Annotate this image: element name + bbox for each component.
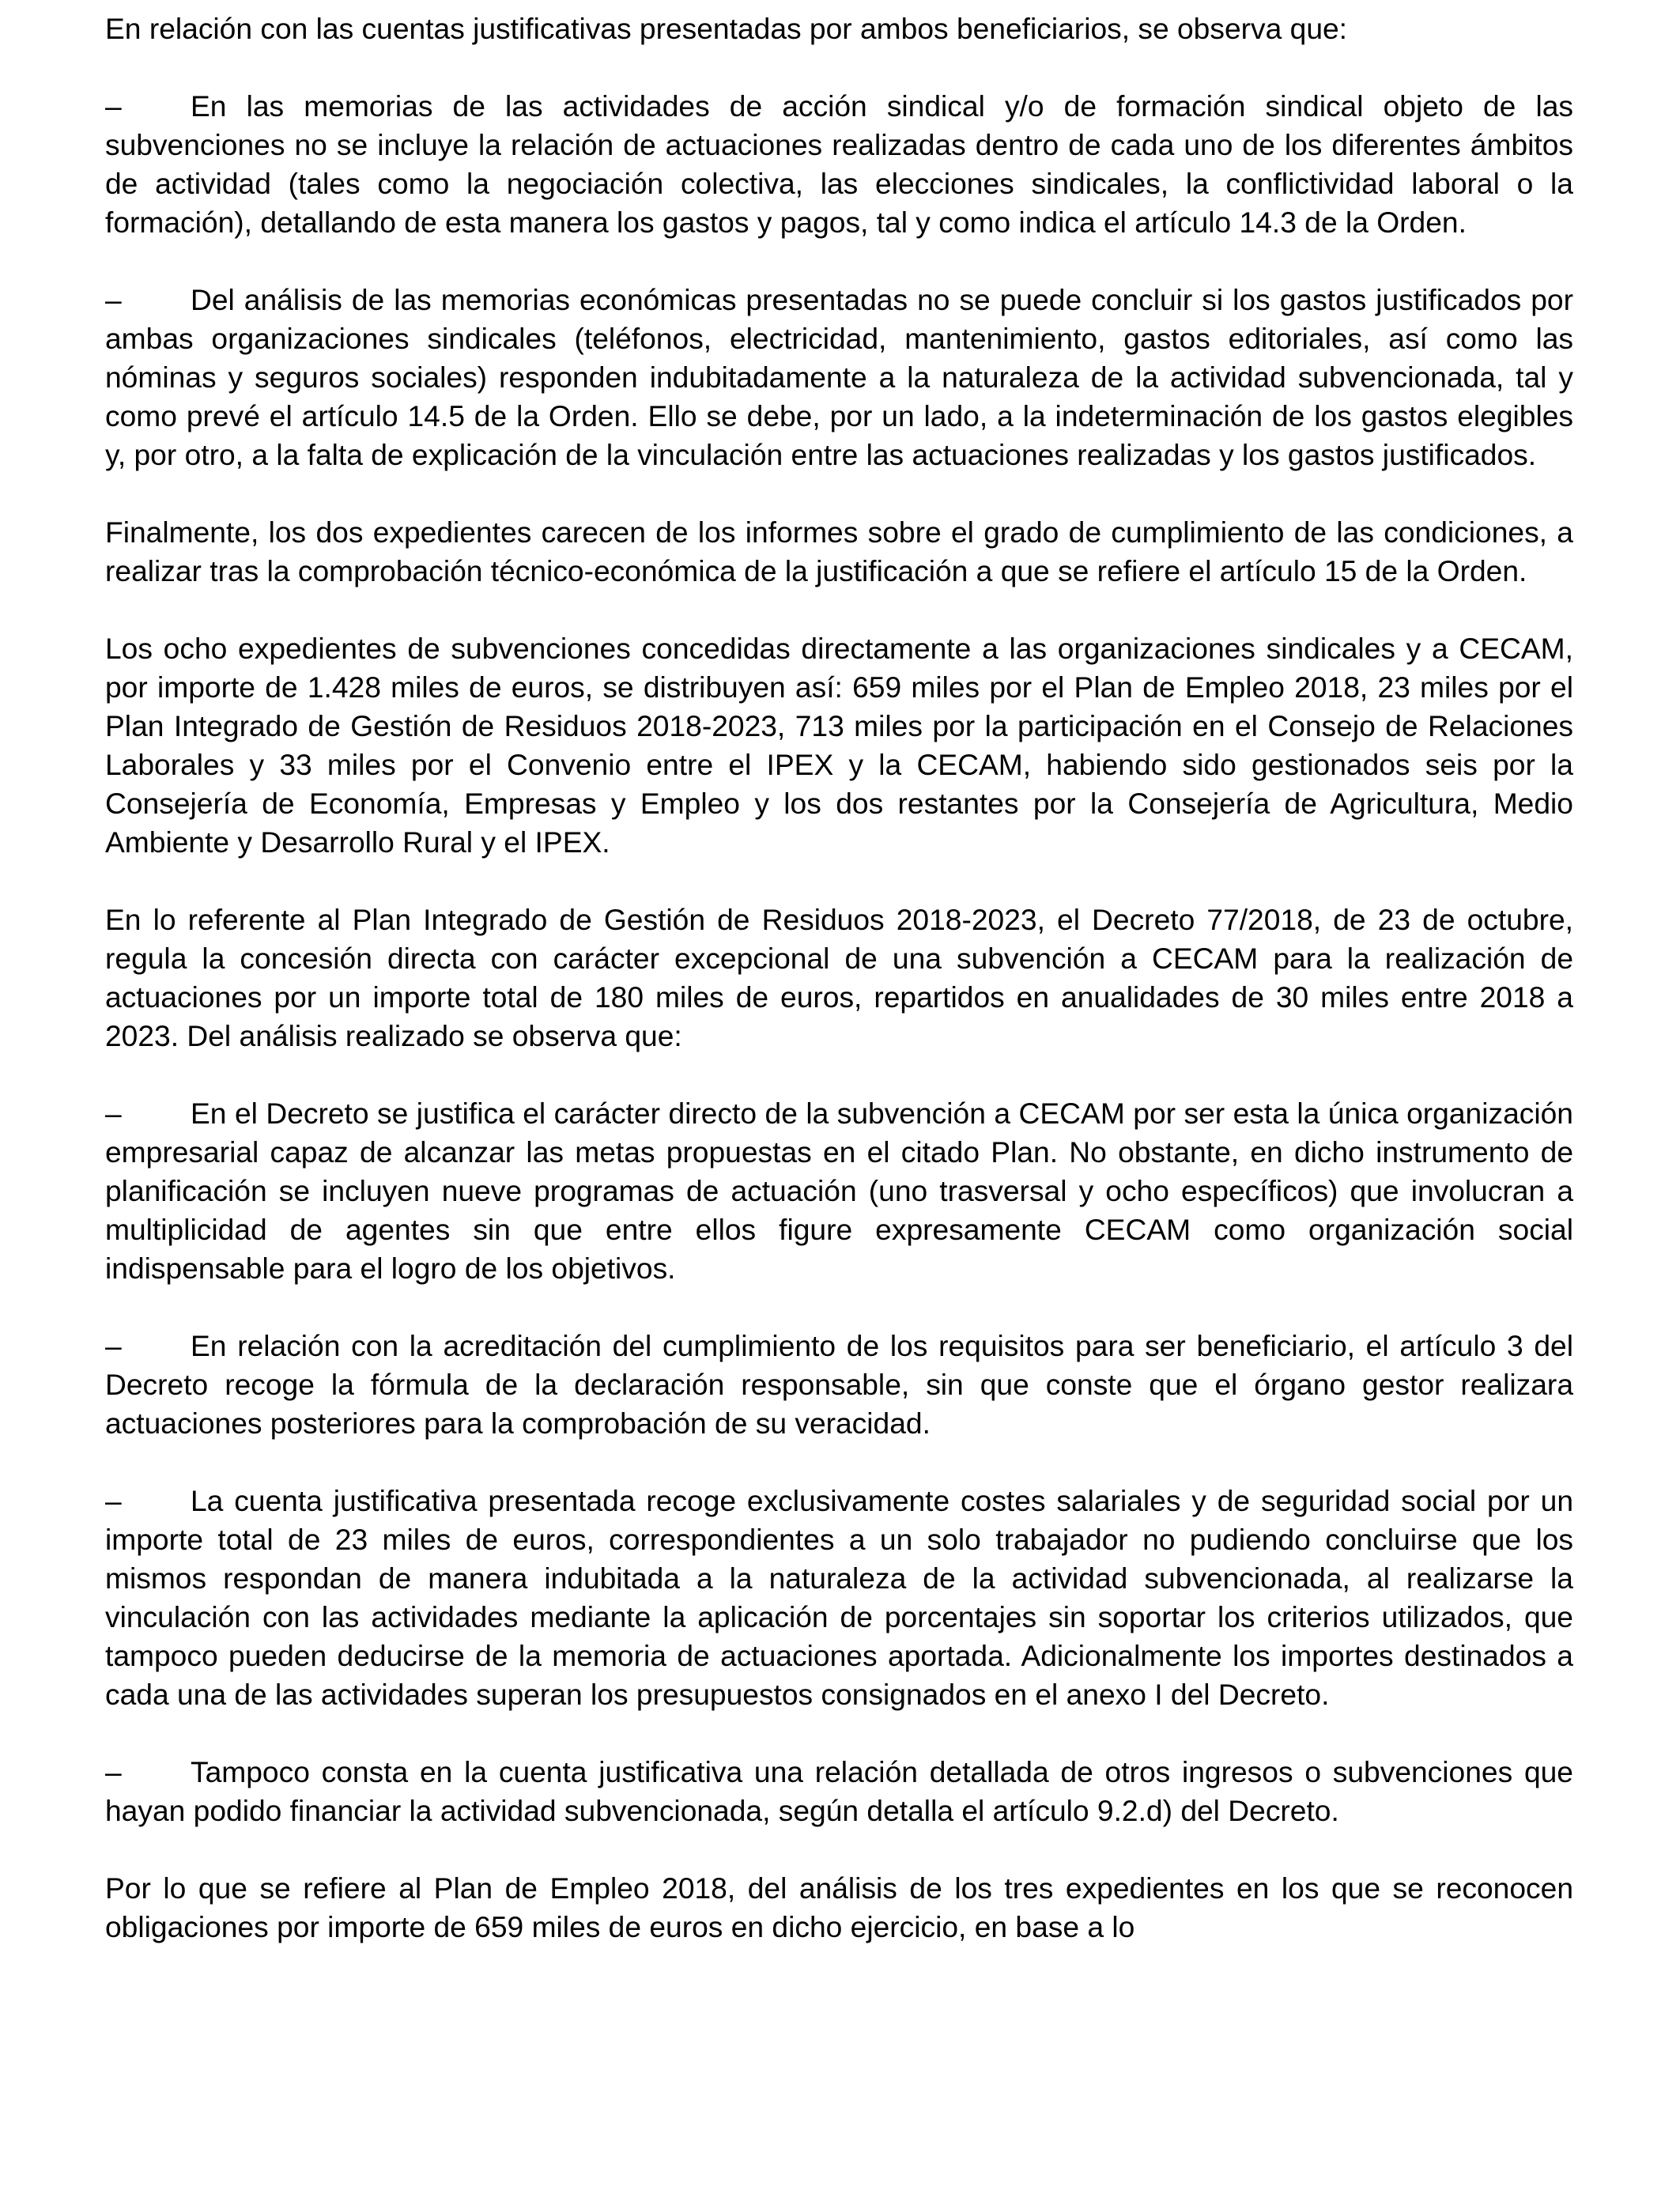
list-item-memorias-actividades: [105, 87, 1573, 242]
paragraph-text: Por lo que se refiere al Plan de Empleo 2018, del análisis de los tres expedientes en los que se reconocen obligaciones por importe de 659 miles de euros en dicho ejercicio, en base a lo: [105, 1871, 1573, 1943]
list-item-text: En las memorias de las actividades de acción sindical y/o de formación sindical objeto de las subvenciones no se incluye la relación de actuaciones realizadas dentro de cada uno de los diferentes ámbitos de actividad (tales como la negociación colectiva, las elecciones sindicales, la conflictividad laboral o la formación), detallando de esta manera los gastos y pagos, tal y como indica el artículo 14.3 de la Orden.: [105, 89, 1573, 239]
paragraph-plan-residuos: [105, 901, 1573, 1055]
list-item-acreditacion-requisitos: [105, 1327, 1573, 1443]
paragraph-plan-empleo: [105, 1869, 1573, 1947]
list-item-text: La cuenta justificativa presentada recoge exclusivamente costes salariales y de seguridad social por un importe total de 23 miles de euros, correspondientes a un solo trabajador no pudiendo concluirse que los mismos respondan de manera indubitada a la naturaleza de la actividad subvencionada, al realizarse la vinculación con las actividades mediante la aplicación de porcentajes sin soportar los criterios utilizados, que tampoco pueden deducirse de la memoria de actuaciones aportada. Adicionalmente los importes destinados a cada una de las actividades superan los presupuestos consignados en el anexo I del Decreto.: [105, 1484, 1573, 1711]
list-item-text: En el Decreto se justifica el carácter directo de la subvención a CECAM por ser esta la única organización empresarial capaz de alcanzar las metas propuestas en el citado Plan. No obstante, en dicho instrumento de planificación se incluyen nueve programas de actuación (uno trasversal y ocho específicos) que involucran a multiplicidad de agentes sin que entre ellos figure expresamente CECAM como organización social indispensable para el logro de los objetivos.: [105, 1097, 1573, 1285]
dash-bullet: –: [105, 89, 122, 123]
dash-bullet: –: [105, 1484, 122, 1517]
list-item-text: Tampoco consta en la cuenta justificativa una relación detallada de otros ingresos o subvenciones que hayan podido financiar la actividad subvencionada, según detalla el artículo 9.2.d) del Decreto.: [105, 1755, 1573, 1827]
paragraph-text: Los ocho expedientes de subvenciones concedidas directamente a las organizaciones sindicales y a CECAM, por importe de 1.428 miles de euros, se distribuyen así: 659 miles por el Plan de Empleo 2018, 23 miles por el Plan Integrado de Gestión de Residuos 2018-2023, 713 miles por la participación en el Consejo de Relaciones Laborales y 33 miles por el Convenio entre el IPEX y la CECAM, habiendo sido gestionados seis por la Consejería de Economía, Empresas y Empleo y los dos restantes por la Consejería de Agricultura, Medio Ambiente y Desarrollo Rural y el IPEX.: [105, 632, 1573, 859]
list-item-otros-ingresos: [105, 1753, 1573, 1830]
list-item-cuenta-justificativa: [105, 1482, 1573, 1714]
list-item-text: Del análisis de las memorias económicas presentadas no se puede concluir si los gastos justificados por ambas organizaciones sindicales (teléfonos, electricidad, mantenimiento, gastos editoriales, así como las nóminas y seguros sociales) responden indubitadamente a la naturaleza de la actividad subvencionada, tal y como prevé el artículo 14.5 de la Orden. Ello se debe, por un lado, a la indeterminación de los gastos elegibles y, por otro, a la falta de explicación de la vinculación entre las actuaciones realizadas y los gastos justificados.: [105, 283, 1573, 471]
paragraph-finalmente: [105, 513, 1573, 591]
dash-bullet: –: [105, 1329, 122, 1362]
paragraph-text: En lo referente al Plan Integrado de Gestión de Residuos 2018-2023, el Decreto 77/2018, de 23 de octubre, regula la concesión directa con carácter excepcional de una subvención a CECAM para la realización de actuaciones por un importe total de 180 miles de euros, repartidos en anualidades de 30 miles entre 2018 a 2023. Del análisis realizado se observa que:: [105, 903, 1573, 1052]
list-item-memorias-economicas: [105, 281, 1573, 474]
paragraph-text: Finalmente, los dos expedientes carecen de los informes sobre el grado de cumplimiento de las condiciones, a realizar tras la comprobación técnico-económica de la justificación a que se refiere el artículo 15 de la Orden.: [105, 515, 1573, 587]
dash-bullet: –: [105, 283, 122, 316]
list-item-text: En relación con la acreditación del cumplimiento de los requisitos para ser beneficiario, el artículo 3 del Decreto recoge la fórmula de la declaración responsable, sin que conste que el órgano gestor realizara actuaciones posteriores para la comprobación de su veracidad.: [105, 1329, 1573, 1440]
dash-bullet: –: [105, 1097, 122, 1130]
paragraph-ocho-expedientes: [105, 629, 1573, 862]
paragraph-text: En relación con las cuentas justificativas presentadas por ambos beneficiarios, se observa que:: [105, 12, 1348, 45]
paragraph-intro-observations: [105, 9, 1573, 48]
dash-bullet: –: [105, 1755, 122, 1788]
list-item-caracter-directo: [105, 1094, 1573, 1288]
